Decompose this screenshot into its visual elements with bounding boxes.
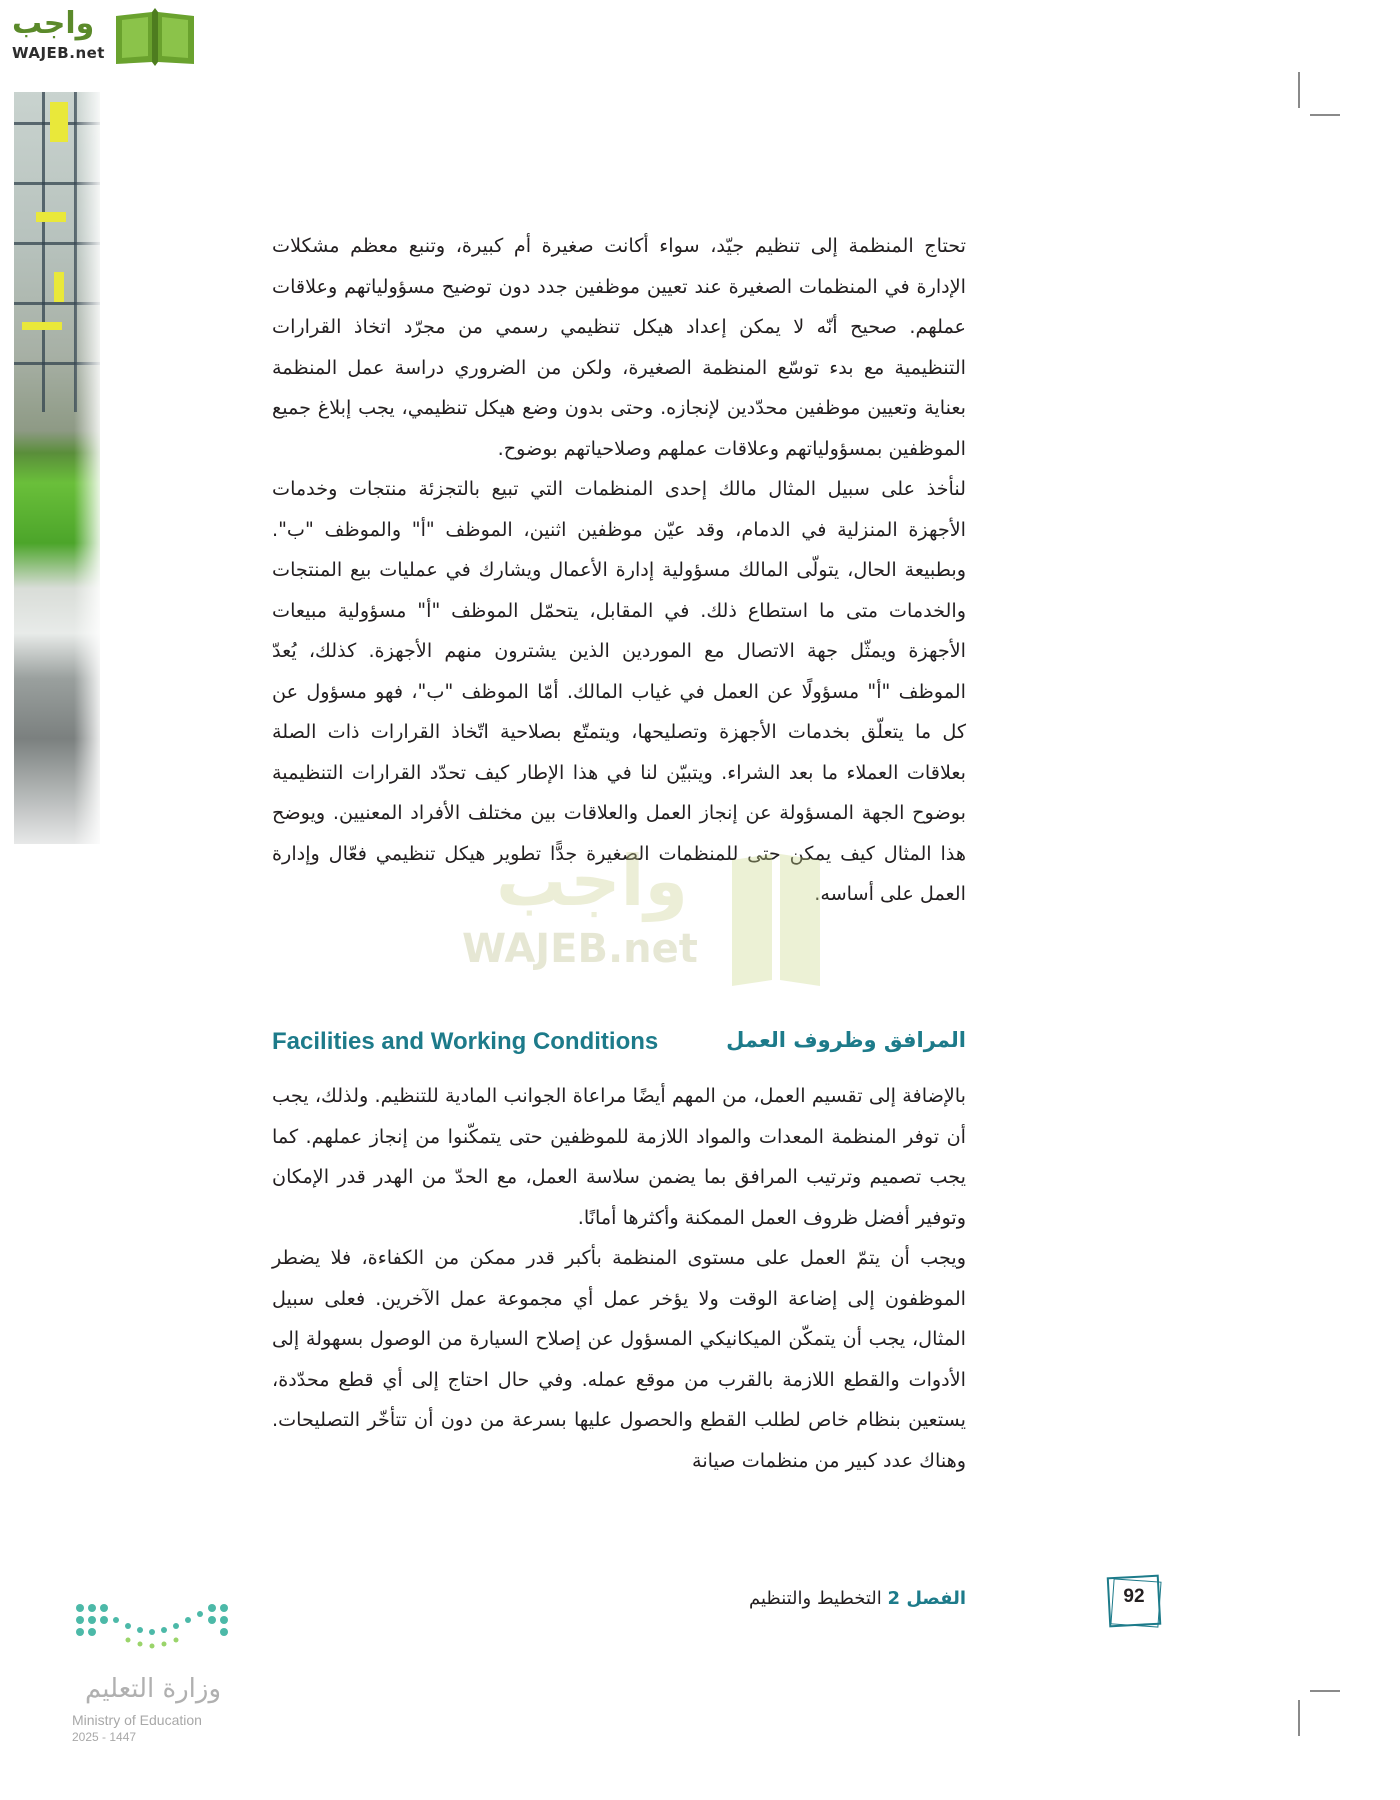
page-number: 92 [1123, 1586, 1145, 1607]
main-text [272, 226, 966, 915]
logo-arabic-text: واجب [12, 6, 95, 41]
chapter-title: التخطيط والتنظيم [749, 1588, 882, 1609]
section-heading [272, 1024, 966, 1064]
decorative-photo-strip [14, 92, 100, 844]
crop-mark [1298, 1700, 1300, 1736]
logo-english-text: WAJEB.net [12, 44, 105, 62]
watermark-arabic-text: واجب [496, 840, 689, 922]
paragraph: بالإضافة إلى تقسيم العمل، من المهم أيضًا مراعاة الجوانب المادية للتنظيم. ولذلك، يجب أن توفر المنظمة المعدات والمواد اللازمة للموظفين حتى يتمكّنوا من إنجاز عملهم. كما يجب تصميم وترتيب المرافق بما يضمن سلاسة العمل، مع الحدّ من الهدر قدر الإمكان وتوفير أفضل ظروف العمل الممكنة وأكثرها أمانًا. [272, 1084, 966, 1229]
paragraph: تحتاج المنظمة إلى تنظيم جيّد، سواء أكانت صغيرة أم كبيرة، وتنبع معظم مشكلات الإدارة في المنظمات الصغيرة عند تعيين موظفين جدد دون توضيح مسؤولياتهم وعلاقات عملهم. صحيح أنّه لا يمكن إعداد هيكل تنظيمي رسمي من مجرّد اتخاذ القرارات التنظيمية مع بدء توسّع المنظمة الصغيرة، ولكن من الضروري دراسة عمل المنظمة بعناية وتعيين موظفين محدّدين لإنجازه. وحتى بدون وضع هيكل تنظيمي، يجب إبلاغ جميع الموظفين بمسؤولياتهم وعلاقات عملهم وصلاحياتهم بوضوح. [272, 234, 966, 460]
paragraph: ويجب أن يتمّ العمل على مستوى المنظمة بأكبر قدر ممكن من الكفاءة، فلا يضطر الموظفون إلى إضاعة الوقت ولا يؤخر عمل أي مجموعة عمل الآخرين. فعلى سبيل المثال، يجب أن يتمكّن الميكانيكي المسؤول عن إصلاح السيارة من الوصول بسهولة إلى الأدوات والقطع اللازمة بالقرب من موقع عمله. وفي حال احتاج إلى أي قطع محدّدة، يستعين بنظام خاص لطلب القطع والحصول عليها بسرعة من دون أن تتأخّر التصليحات. وهناك عدد كبير من منظمات صيانة [272, 1246, 966, 1472]
book-icon [112, 6, 198, 66]
crop-mark [1298, 72, 1300, 108]
crop-mark [1310, 1690, 1340, 1692]
chapter-label: الفصل 2 [887, 1588, 966, 1609]
ministry-english-name: Ministry of Education [72, 1712, 202, 1728]
ministry-arabic-name: وزارة التعليم [84, 1674, 222, 1704]
paragraph: لنأخذ على سبيل المثال مالك إحدى المنظمات التي تبيع بالتجزئة منتجات وخدمات الأجهزة المنزلية في الدمام، وقد عيّن موظفين اثنين، الموظف "أ" والموظف "ب". وبطبيعة الحال، يتولّى المالك مسؤولية إدارة الأعمال ويشارك في عمليات بيع المنتجات والخدمات متى ما استطاع ذلك. في المقابل، يتحمّل الموظف "أ" مسؤولية مبيعات الأجهزة ويمثّل جهة الاتصال مع الموردين الذين يشترون منهم الأجهزة. كذلك، يُعدّ الموظف "أ" مسؤولًا عن العمل في غياب المالك. أمّا الموظف "ب"، فهو مسؤول عن كل ما يتعلّق بخدمات الأجهزة وتصليحها، ويتمتّع بصلاحية اتّخاذ القرارات ذات الصلة بعلاقات العملاء ما بعد الشراء. ويتبيّن لنا في هذا الإطار كيف تحدّد القرارات التنظيمية بوضوح الجهة المسؤولة عن إنجاز العمل والعلاقات بين مختلف الأفراد المعنيين. ويوضح هذا المثال كيف يمكن حتى للمنظمات الصغيرة جدًّا تطوير هيكل تنظيمي فعّال وإدارة العمل على أساسه. [272, 477, 966, 905]
wajeb-logo[interactable] [8, 4, 194, 68]
ministry-logo [58, 1600, 238, 1750]
section-title-english: Facilities and Working Conditions [272, 1028, 659, 1055]
ministry-year: 2025 - 1447 [72, 1730, 137, 1744]
watermark-english-text: WAJEB.net [462, 926, 698, 972]
chapter-footer [749, 1588, 966, 1609]
ministry-dots-icon [72, 1600, 232, 1656]
section-text [272, 1076, 966, 1481]
section-title-arabic: المرافق وظروف العمل [726, 1028, 966, 1052]
crop-mark [1310, 114, 1340, 116]
